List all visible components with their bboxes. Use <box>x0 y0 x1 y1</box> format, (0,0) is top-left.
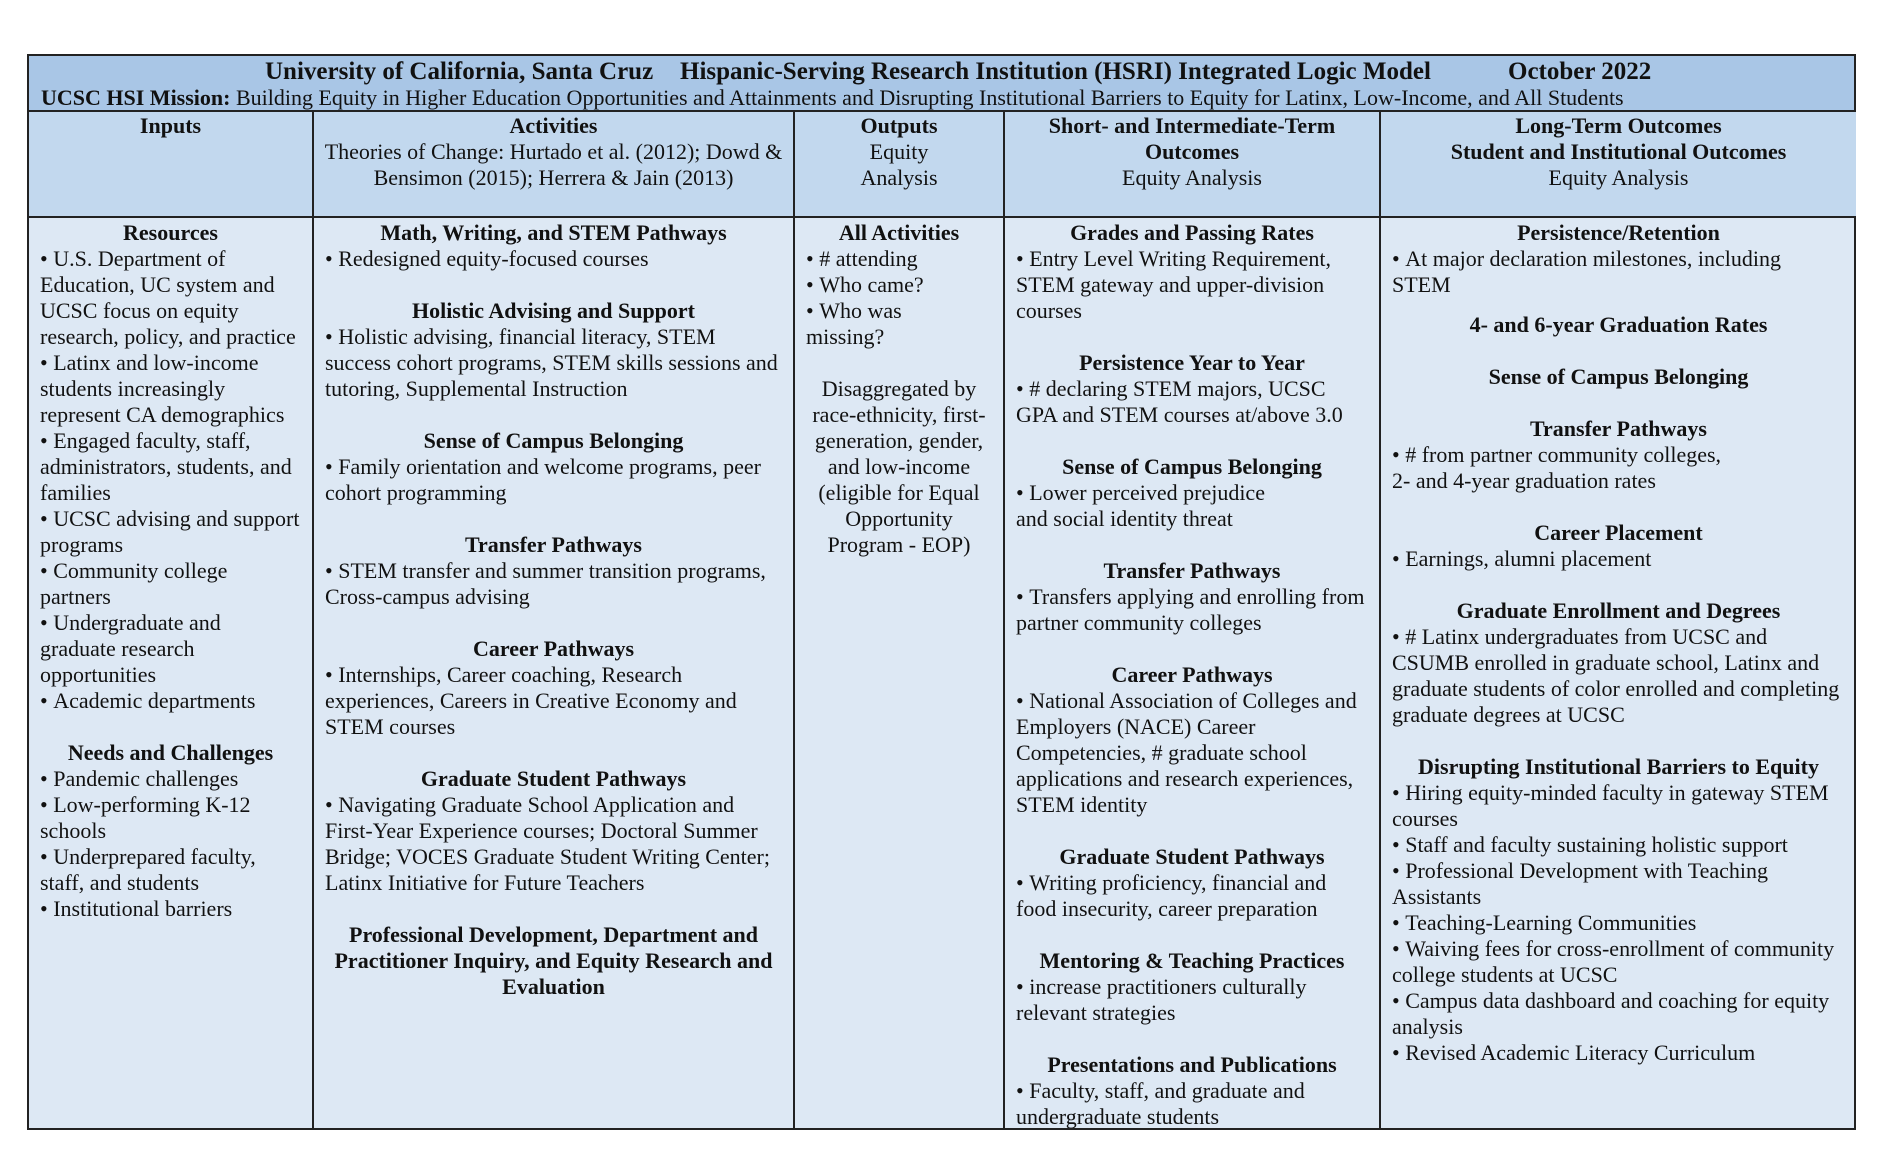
column-body-outputs <box>795 218 1003 1128</box>
list-item: • Transfers applying and enrolling from partner community colleges <box>1016 584 1368 636</box>
column-header-outputs <box>795 112 1003 218</box>
section-title: Graduate Enrollment and Degrees <box>1456 598 1781 623</box>
column-subtitle: Theories of Change: Hurtado et al. (2012); Dowd & Bensimon (2015); Herrera & Jain (2013) <box>324 139 783 190</box>
section-title: Transfer Pathways <box>1103 558 1281 583</box>
list-item: • Faculty, staff, and graduate and undergraduate students <box>1016 1078 1368 1128</box>
list-item: • Writing proficiency, financial and food insecurity, career preparation <box>1016 870 1368 922</box>
list-item: • Hiring equity-minded faculty in gateway STEM courses <box>1392 780 1845 832</box>
section-title: Holistic Advising and Support <box>411 298 696 323</box>
university-name: University of California, Santa Cruz <box>265 58 654 85</box>
section-title: Sense of Campus Belonging <box>1488 364 1749 389</box>
section-title: Transfer Pathways <box>1529 416 1707 441</box>
list-item: • Revised Academic Literacy Curriculum <box>1392 1040 1845 1066</box>
column-subtitle: Equity Analysis <box>860 139 938 190</box>
column-header-long-term <box>1381 112 1856 218</box>
column-title: Outputs <box>860 113 938 138</box>
section-title: Needs and Challenges <box>67 740 274 765</box>
section-title: Career Pathways <box>472 636 635 661</box>
disaggregation-note: Disaggregated by race-ethnicity, first-generation, gender, and low-income (eligible for Equal Opportunity Program - EOP) <box>812 376 986 557</box>
section-title: Sense of Campus Belonging <box>1062 454 1322 479</box>
list-item: • Professional Development with Teaching Assistants <box>1392 858 1845 910</box>
section-title: All Activities <box>838 220 960 245</box>
list-item: • Pandemic challenges <box>40 766 301 792</box>
mission-text: Building Equity in Higher Education Opportunities and Attainments and Disrupting Institutional Barriers to Equity for Latinx, Low-Income, and All Students <box>235 85 1624 110</box>
mission-label: UCSC HSI Mission: <box>41 85 231 110</box>
list-item: • Teaching-Learning Communities <box>1392 910 1845 936</box>
list-item: • Entry Level Writing Requirement, STEM gateway and upper-division courses <box>1016 246 1368 324</box>
column-short-term-outcomes <box>1005 112 1381 1128</box>
column-long-term-outcomes <box>1381 112 1856 1128</box>
list-item: • # attending <box>806 246 992 272</box>
list-item: • # declaring STEM majors, UCSC GPA and STEM courses at/above 3.0 <box>1016 376 1368 428</box>
list-item: • Who was missing? <box>806 298 992 350</box>
column-title: Activities <box>509 113 598 138</box>
section-title: Resources <box>123 220 218 245</box>
mission-statement <box>41 85 1624 111</box>
columns-grid <box>29 112 1854 1128</box>
column-title: Long-Term Outcomes <box>1515 113 1722 138</box>
list-item: • Undergraduate and graduate research opportunities <box>40 610 301 688</box>
section-title: Math, Writing, and STEM Pathways <box>380 220 727 245</box>
list-item: • Family orientation and welcome programs, peer cohort programming <box>325 454 782 506</box>
column-title-2: Student and Institutional Outcomes <box>1450 139 1787 164</box>
section-title: Graduate Student Pathways <box>1059 844 1325 869</box>
list-item: • UCSC advising and support programs <box>40 506 301 558</box>
list-item: • # from partner community colleges, 2- and 4-year graduation rates <box>1392 442 1845 494</box>
column-body-activities <box>314 218 793 1128</box>
list-item: • STEM transfer and summer transition programs, Cross-campus advising <box>325 558 782 610</box>
list-item: • Earnings, alumni placement <box>1392 546 1845 572</box>
section-title: Disrupting Institutional Barriers to Equity <box>1418 754 1819 779</box>
section-title: Transfer Pathways <box>464 532 642 557</box>
column-inputs <box>29 112 314 1128</box>
model-title: Hispanic-Serving Research Institution (HSRI) Integrated Logic Model <box>680 58 1431 85</box>
section-title: Career Pathways <box>1111 662 1273 687</box>
section-title: Persistence/Retention <box>1517 220 1720 245</box>
model-date: October 2022 <box>1508 58 1652 85</box>
section-title: Mentoring & Teaching Practices <box>1039 948 1345 973</box>
list-item: • Redesigned equity-focused courses <box>325 246 782 272</box>
list-item: • increase practitioners culturally relevant strategies <box>1016 974 1368 1026</box>
column-body-inputs <box>29 218 312 1128</box>
section-title: Presentations and Publications <box>1047 1052 1337 1077</box>
list-item: • U.S. Department of Education, UC system and UCSC focus on equity research, policy, and practice <box>40 246 301 350</box>
list-item: • Latinx and low-income students increasingly represent CA demographics <box>40 350 301 428</box>
list-item: • Campus data dashboard and coaching for equity analysis <box>1392 988 1845 1040</box>
list-item: • Waiving fees for cross-enrollment of community college students at UCSC <box>1392 936 1845 988</box>
list-item: • At major declaration milestones, including STEM <box>1392 246 1845 298</box>
list-item: • Community college partners <box>40 558 301 610</box>
list-item: • Institutional barriers <box>40 896 301 922</box>
column-header-inputs <box>29 112 312 218</box>
list-item: • Internships, Career coaching, Research experiences, Careers in Creative Economy and STEM courses <box>325 662 782 740</box>
title-band <box>29 56 1854 112</box>
list-item: • Holistic advising, financial literacy, STEM success cohort programs, STEM skills sessions and tutoring, Supplemental Instruction <box>325 324 782 402</box>
logic-model-table <box>27 54 1856 1130</box>
section-title: Sense of Campus Belonging <box>423 428 684 453</box>
column-title: Inputs <box>139 113 202 138</box>
column-outputs <box>795 112 1005 1128</box>
list-item: • Who came? <box>806 272 992 298</box>
section-title: Persistence Year to Year <box>1079 350 1305 375</box>
list-item: • Engaged faculty, staff, administrators, students, and families <box>40 428 301 506</box>
list-item: • Academic departments <box>40 688 301 714</box>
list-item: • Low-performing K-12 schools <box>40 792 301 844</box>
list-item: • Staff and faculty sustaining holistic support <box>1392 832 1845 858</box>
column-body-short-term <box>1005 218 1379 1128</box>
column-subtitle: Equity Analysis <box>1122 165 1262 190</box>
list-item: • Underprepared faculty, staff, and students <box>40 844 301 896</box>
column-header-activities <box>314 112 793 218</box>
list-item: • Navigating Graduate School Application and First-Year Experience courses; Doctoral Summer Bridge; VOCES Graduate Student Writing Center; Latinx Initiative for Future Teachers <box>325 792 782 896</box>
section-title: Grades and Passing Rates <box>1070 220 1314 245</box>
section-title: Graduate Student Pathways <box>420 766 687 791</box>
column-body-long-term <box>1381 218 1856 1128</box>
section-title: Career Placement <box>1534 520 1703 545</box>
section-title: Professional Development, Department and Practitioner Inquiry, and Equity Research and Evaluation <box>334 922 773 999</box>
column-subtitle: Equity Analysis <box>1548 165 1689 190</box>
list-item: • Lower perceived prejudice and social identity threat <box>1016 480 1368 532</box>
section-title: 4- and 6-year Graduation Rates <box>1469 312 1768 337</box>
column-header-short-term <box>1005 112 1379 218</box>
column-title: Short- and Intermediate-Term Outcomes <box>1048 113 1336 164</box>
list-item: • National Association of Colleges and Employers (NACE) Career Competencies, # graduate school applications and research experiences, STEM identity <box>1016 688 1368 818</box>
column-activities <box>314 112 795 1128</box>
list-item: • # Latinx undergraduates from UCSC and CSUMB enrolled in graduate school, Latinx and graduate students of color enrolled and completing graduate degrees at UCSC <box>1392 624 1845 728</box>
